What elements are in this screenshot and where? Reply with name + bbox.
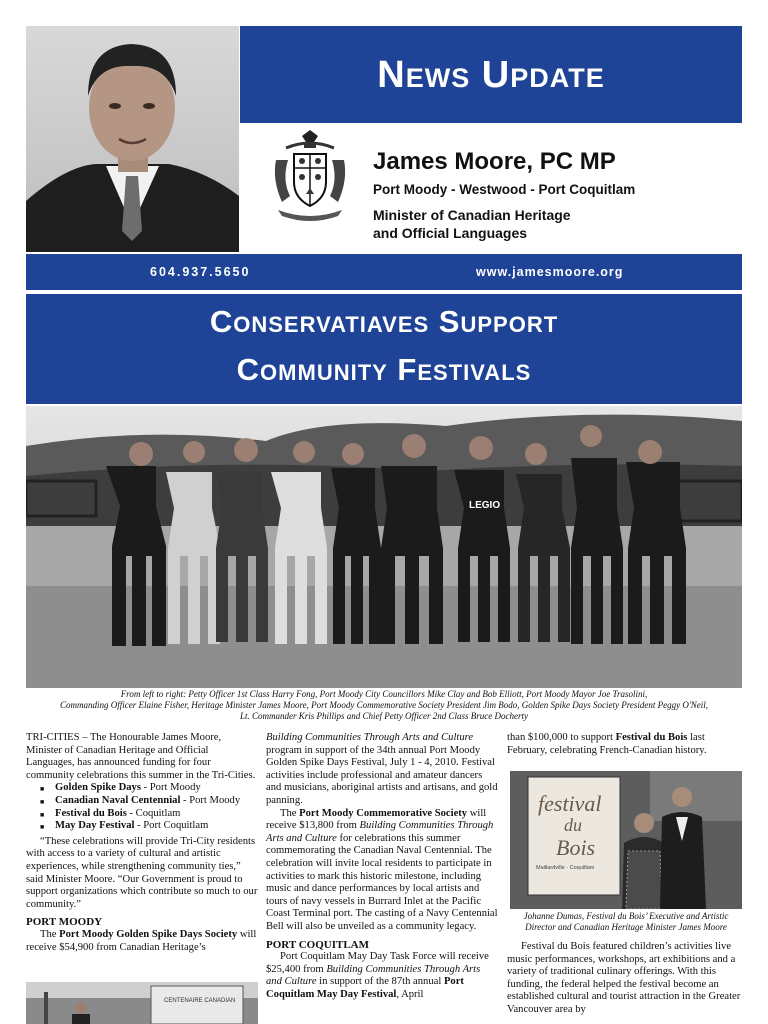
article-column-1 [26,732,258,954]
group-photo [26,406,742,688]
caption-line1: From left to right: Petty Officer 1st Class Harry Fong, Port Moody City Councillors Mike Clay and Bob Elliott, Port Moody Mayor Joe Trasolini, [120,689,648,699]
portrait-photo [26,26,239,252]
portrait-figure [26,26,239,252]
naval-centennial-paragraph: The Port Moody Commemorative Society will receive $13,800 from Building Communities Through Arts and Culture for celebrations this summer commemorating the Canadian Naval Centennial. The celebration will invite local residents to participate in activities to mark this historic milestone, including music and dance performances by local artists and tours of navy vessels in Burrard Inlet at the Pacific Coast Terminal port. The casting of a Navy Centennial Bell will also be unveiled as a community legacy. [266,807,498,932]
news-update-banner [240,26,742,123]
caption-line2: Commanding Officer Elaine Fisher, Heritage Minister James Moore, Port Moody Commemorative Society President Jim Bodo, Golden Spike Days Society President Peggy O'Neil, [59,700,709,710]
may-day-paragraph: Port Coquitlam May Day Task Force will receive $25,400 from Building Communities Through Arts and Culture in support of the 87th annual Port Coquitlam May Day Festival, April [266,951,489,1000]
list-item: ■ Golden Spike Days - Port Moody [40,782,258,795]
subhead-port-moody: PORT MOODY [26,916,103,929]
sign-word-bois: Bois [556,835,596,860]
list-item: ■ Festival du Bois - Coquitlam [40,808,258,821]
mp-name: James Moore, PC MP [373,148,616,175]
quote-paragraph: “These celebrations will provide Tri-City residents with access to a variety of cultural and artistic experiences, while strengthening community ties,” said Minister Moore. “Our Government is proud to support organizations which contribute so much to our community.” [26,835,258,910]
article-column-3-lower [507,941,743,1017]
headline-line2: Community Festivals [236,352,532,387]
article-column-3 [507,732,743,757]
newsletter-title: News Update [377,54,605,96]
minister-role-line1: Minister of Canadian Heritage [373,207,571,223]
article-column-2 [266,732,498,1001]
subhead-port-coquitlam: PORT COQUITLAM [266,938,370,951]
shirt-lettering: LEGIO [469,500,501,511]
riding-name: Port Moody - Westwood - Port Coquitlam [373,182,636,197]
sign-subtitle: Maillardville · Coquitlam [536,865,595,871]
sign-word-festival: festival [538,791,602,816]
festival-list [26,782,258,832]
list-item: ■ May Day Festival - Port Coquitlam [40,820,258,833]
sign-word-du: du [564,815,582,835]
caption-line3: Lt. Commander Kris Phillips and Chief Petty Officer 2nd Class Bruce Docherty [240,711,528,721]
festival-activities-paragraph: Festival du Bois featured children’s activities live music performances, workshops, art exhibitions and a variety of traditional culinary offerings. With this funding, the federal helped the festival become an established cultural and tourist attraction in the Greater Vancouver area by [507,941,741,1015]
festival-du-bois-paragraph: than $100,000 to support Festival du Bois last February, celebrating French-Canadian history. [507,732,707,756]
intro-paragraph: TRI-CITIES – The Honourable James Moore, Minister of Canadian Heritage and Official Languages, has announced funding for four community celebrations this summer in the Tri-Cities. [26,732,256,781]
list-item: ■ Canadian Naval Centennial - Port Moody [40,795,258,808]
bottom-photo [26,982,258,1024]
festival-du-bois-photo [510,771,742,909]
headline-banner [26,294,742,404]
golden-spike-paragraph: Building Communities Through Arts and Culture program in support of the 34th annual Port Moody Golden Spike Days Festival, July 1 - 4, 2010. Festival activities include professional and amateur dancers and musicians, aboriginal artists and artisans, and gold panning. [266,732,498,806]
contact-bar [26,254,742,290]
minister-role-line2: and Official Languages [373,225,528,241]
group-photo-caption [26,689,742,722]
festival-photo-caption: Johanne Dumas, Festival du Bois’ Executive and Artistic Director and Canadian Heritage Minister James Moore [523,911,729,932]
website-url: www.jamesmoore.org [476,265,624,279]
bottom-photo-sign-text: CENTENAIRE CANADIAN [164,998,236,1004]
phone-number: 604.937.5650 [150,265,251,279]
headline-line1: Conservatiaves Support [209,304,559,339]
port-moody-paragraph: The Port Moody Golden Spike Days Society will receive $54,900 from Canadian Heritage’s [26,928,257,953]
coat-of-arms-emblem [268,130,352,222]
